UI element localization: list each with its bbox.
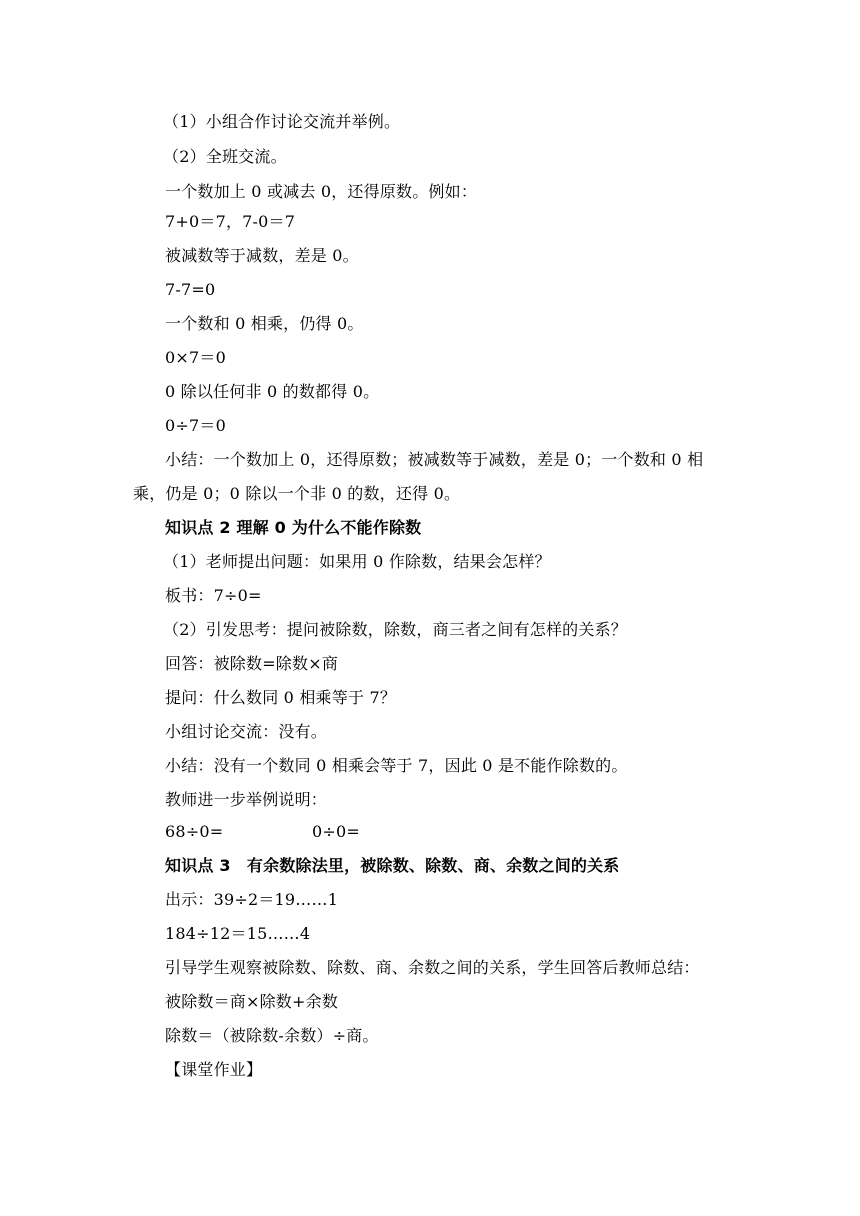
text-line: （1）小组合作讨论交流并举例。: [163, 112, 401, 131]
text-line: 出示：39÷2＝19……1: [165, 890, 339, 909]
text-line: 0×7＝0: [165, 348, 226, 367]
text-line: 0÷7＝0: [165, 416, 226, 435]
text-line: 68÷0=: [165, 822, 224, 841]
text-line: （2）全班交流。: [163, 147, 287, 166]
text-line: 除数＝（被除数-余数）÷商。: [165, 1026, 379, 1045]
text-line: 0 除以任何非 0 的数都得 0。: [165, 382, 380, 401]
text-line: 一个数和 0 相乘，仍得 0。: [165, 314, 364, 333]
text-line: 回答：被除数=除数×商: [165, 654, 339, 673]
text-line: 板书：7÷0=: [165, 586, 262, 605]
text-line: 一个数加上 0 或减去 0，还得原数。例如：: [165, 182, 478, 201]
text-line: 小结：一个数加上 0，还得原数；被减数等于减数，差是 0；一个数和 0 相: [165, 450, 704, 469]
text-line: 184÷12＝15……4: [165, 924, 311, 943]
section-heading: 知识点 3 有余数除法里，被除数、除数、商、余数之间的关系: [165, 856, 620, 875]
text-line: （2）引发思考：提问被除数，除数，商三者之间有怎样的关系？: [163, 620, 627, 639]
text-line: 被除数＝商×除数+余数: [165, 992, 339, 1011]
text-line: 小组讨论交流：没有。: [165, 722, 328, 741]
text-line: 7+0＝7，7-0＝7: [165, 212, 296, 231]
text-line: （1）老师提出问题：如果用 0 作除数，结果会怎样？: [163, 552, 551, 571]
text-line: 乘，仍是 0；0 除以一个非 0 的数，还得 0。: [133, 484, 461, 503]
text-line: 引导学生观察被除数、除数、商、余数之间的关系，学生回答后教师总结：: [165, 958, 700, 977]
text-line: 小结：没有一个数同 0 相乘会等于 7，因此 0 是不能作除数的。: [165, 756, 628, 775]
text-line: 教师进一步举例说明：: [165, 790, 328, 809]
section-heading: 知识点 2 理解 0 为什么不能作除数: [165, 518, 422, 537]
text-line: 0÷0=: [312, 822, 360, 841]
text-line: 7-7=0: [165, 280, 216, 299]
text-line: 【课堂作业】: [165, 1060, 263, 1079]
text-line: 被减数等于减数，差是 0。: [165, 246, 359, 265]
text-line: 提问：什么数同 0 相乘等于 7？: [165, 688, 397, 707]
